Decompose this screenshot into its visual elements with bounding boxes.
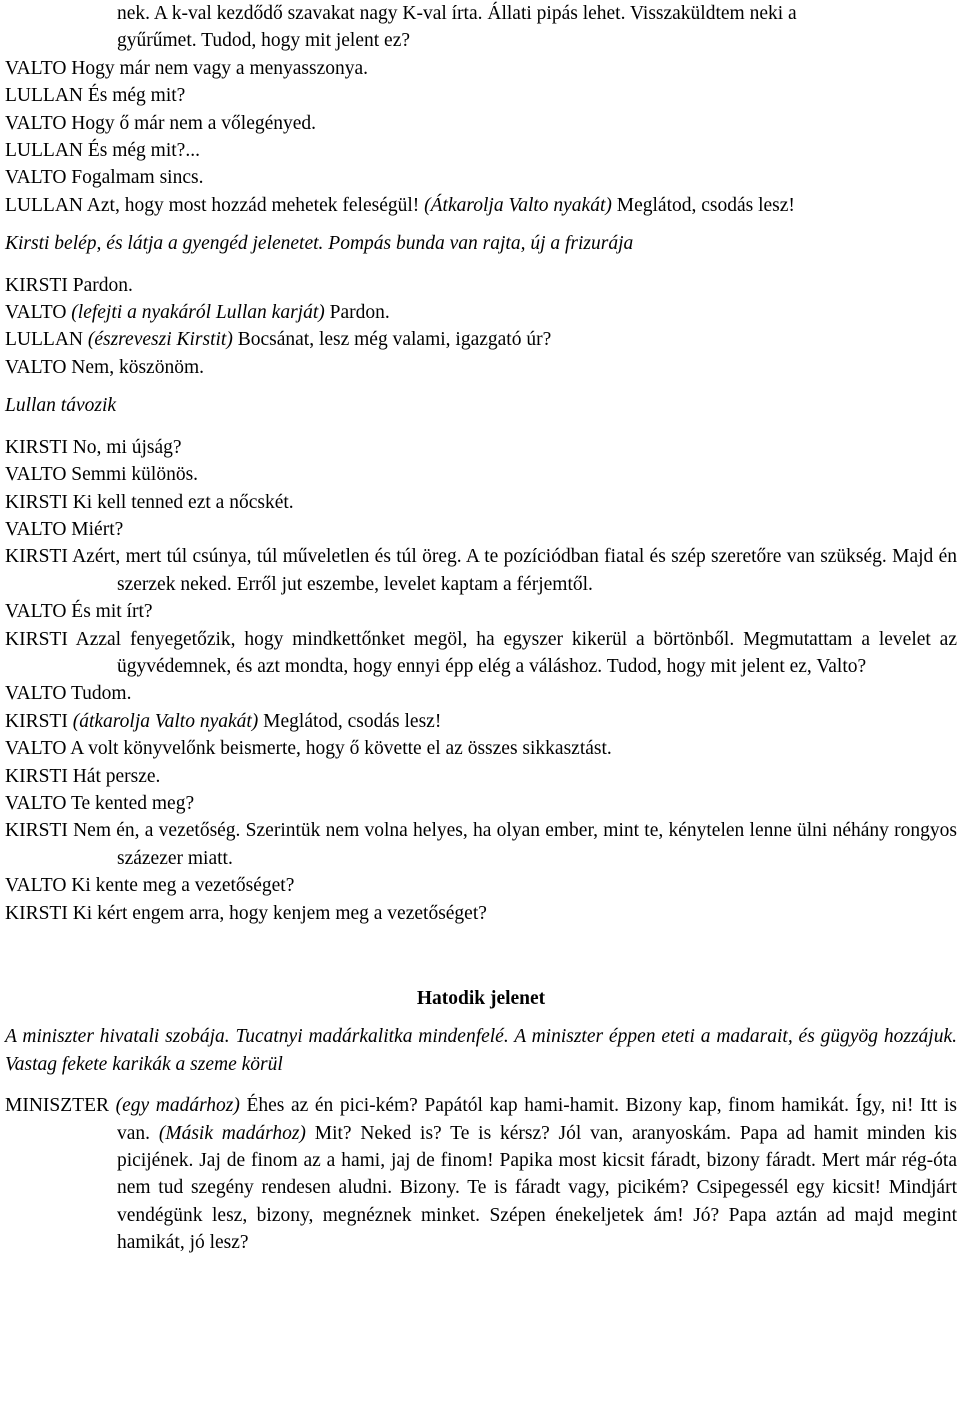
speaker-name: KIRSTI (5, 820, 68, 842)
speaker-name: VALTO (5, 792, 67, 814)
dialogue-line (5, 543, 957, 598)
dialogue-line (5, 461, 957, 488)
document-page (5, 0, 957, 1257)
dialogue-line (5, 790, 957, 817)
speaker-name: KIRSTI (5, 902, 68, 924)
stage-direction: (egy madárhoz) (109, 1095, 240, 1117)
stage-direction-block: Lullan távozik (5, 395, 117, 417)
dialogue-text: Azt, hogy most hozzád mehetek feleségül! (82, 194, 425, 216)
stage-direction: (lefejti a nyakáról Lullan karját) (66, 302, 325, 324)
dialogue-text: Éhes az én pici-kém? Papától kap hami-hamit. Bizony kap, finom hamikát. Így, ni! Itt is van. (117, 1095, 957, 1144)
speaker-name: VALTO (5, 683, 67, 705)
dialogue-line (5, 82, 957, 109)
dialogue-text: Nem én, a vezetőség. Szerintük nem volna helyes, ha olyan ember, mint te, kénytelen lenne ülni néhány rongyos százezer miatt. (67, 820, 957, 869)
stage-direction: (átkarolja Valto nyakát) (67, 710, 259, 732)
dialogue-text: Ki kente meg a vezetőséget? (66, 875, 295, 897)
dialogue-text: A volt könyvelőnk beismerte, hogy ő követte el az összes sikkasztást. (66, 738, 612, 760)
speaker-name: KIRSTI (5, 628, 68, 650)
dialogue-line (5, 900, 957, 927)
dialogue-text: Miért? (66, 518, 124, 540)
dialogue-line (5, 680, 957, 707)
dialogue-line (5, 872, 957, 899)
dialogue-text: Pardon. (324, 302, 390, 324)
dialogue-text: És még mit?... (82, 140, 200, 162)
speaker-name: KIRSTI (5, 546, 68, 568)
dialogue-line (5, 516, 957, 543)
dialogue-text: Hát persze. (67, 765, 161, 787)
dialogue-line (5, 272, 957, 299)
speaker-name: VALTO (5, 601, 67, 623)
dialogue-text: Nem, köszönöm. (66, 356, 204, 378)
dialogue-text: Ki kell tenned ezt a nőcskét. (67, 491, 294, 513)
dialogue-text: Te kented meg? (66, 792, 195, 814)
speaker-name: KIRSTI (5, 710, 68, 732)
dialogue-line (5, 598, 957, 625)
dialogue-line (5, 354, 957, 381)
dialogue-line (5, 489, 957, 516)
dialogue-continuation (5, 0, 957, 55)
stage-direction: (észreveszi Kirstit) (82, 329, 233, 351)
dialogue-line (5, 110, 957, 137)
speaker-name: KIRSTI (5, 765, 68, 787)
dialogue-line (5, 735, 957, 762)
dialogue-line (5, 192, 957, 219)
speaker-name: LULLAN (5, 194, 83, 216)
speaker-name: VALTO (5, 356, 67, 378)
stage-direction-block: A miniszter hivatali szobája. Tucatnyi madárkalitka mindenfelé. A miniszter éppen eteti a madarait, és gügyög hozzájuk. Vastag fekete karikák a szeme körül (5, 1026, 957, 1075)
dialogue-text: Tudom. (66, 683, 132, 705)
dialogue-text: Fogalmam sincs. (66, 167, 204, 189)
dialogue-text: Mit? Neked is? Te is kérsz? Jól van, aranyoskám. Papa ad hamit minden kis picijének. Jaj de finom az a hami, jaj de finom! Papika most kicsit fáradt, bizony fáradt. Mert már rég-óta nem tud szegény rendesen aludni. Bizony. Te is fáradt vagy, picikém? Csipegessél egy kicsit! Mindjárt vendégünk lesz, bizony, megnéznek minket. Szépen énekeljetek ám! Jó? Papa aztán ad majd megint hamikát, jó lesz? (117, 1122, 957, 1254)
text-line: gyűrűmet. Tudod, hogy mit jelent ez? (117, 30, 411, 52)
speaker-name: VALTO (5, 518, 67, 540)
scene-heading: Hatodik jelenet (416, 988, 546, 1009)
speaker-name: VALTO (5, 875, 67, 897)
dialogue-text: Azzal fenyegetőzik, hogy mindkettőnket megöl, ha egyszer kikerül a börtönből. Megmutattam a levelet az ügyvédemnek, és azt mondta, hogy ennyi épp elég a váláshoz. Tudod, hogy mit jelent ez, Valto? (67, 628, 957, 677)
speaker-name: LULLAN (5, 85, 83, 107)
stage-direction-block: Kirsti belép, és látja a gyengéd jelenetet. Pompás bunda van rajta, új a frizurája (5, 233, 634, 255)
speaker-name: VALTO (5, 302, 67, 324)
speaker-name: VALTO (5, 167, 67, 189)
dialogue-line (5, 708, 957, 735)
text-line: nek. A k-val kezdődő szavakat nagy K-val írta. Állati pipás lehet. Visszaküldtem neki a (117, 3, 797, 24)
dialogue-line (5, 55, 957, 82)
dialogue-text: Azért, mert túl csúnya, túl műveletlen és túl öreg. A te pozíciódban fiatal és szép szeretőre van szükség. Majd én szerzek neked. Erről jut eszembe, levelet kaptam a férjemtől. (67, 546, 957, 595)
dialogue-text: Bocsánat, lesz még valami, igazgató úr? (232, 329, 552, 351)
dialogue-text: Semmi különös. (66, 464, 199, 486)
speaker-name: LULLAN (5, 140, 83, 162)
dialogue-text: Hogy már nem vagy a menyasszonya. (66, 57, 369, 79)
speaker-name: MINISZTER (5, 1095, 109, 1117)
speaker-name: VALTO (5, 738, 67, 760)
dialogue-line (5, 1092, 957, 1256)
stage-direction: (Másik madárhoz) (158, 1122, 306, 1144)
dialogue-line (5, 434, 957, 461)
dialogue-text: Pardon. (67, 274, 133, 296)
dialogue-line (5, 164, 957, 191)
dialogue-line (5, 137, 957, 164)
dialogue-line (5, 299, 957, 326)
dialogue-text: Ki kért engem arra, hogy kenjem meg a vezetőséget? (67, 902, 487, 924)
dialogue-text: És mit írt? (66, 601, 153, 623)
speaker-name: KIRSTI (5, 436, 68, 458)
dialogue-line (5, 817, 957, 872)
dialogue-text: Hogy ő már nem a vőlegényed. (66, 112, 317, 134)
dialogue-text: Meglátod, csodás lesz! (258, 710, 442, 732)
dialogue-text: És még mit? (82, 85, 186, 107)
speaker-name: KIRSTI (5, 274, 68, 296)
dialogue-text: Meglátod, csodás lesz! (611, 194, 795, 216)
speaker-name: VALTO (5, 57, 67, 79)
speaker-name: LULLAN (5, 329, 83, 351)
speaker-name: VALTO (5, 464, 67, 486)
dialogue-line (5, 763, 957, 790)
dialogue-line (5, 626, 957, 681)
dialogue-line (5, 326, 957, 353)
speaker-name: KIRSTI (5, 491, 68, 513)
stage-direction: (Átkarolja Valto nyakát) (424, 194, 612, 216)
speaker-name: VALTO (5, 112, 67, 134)
dialogue-text: No, mi újság? (67, 436, 182, 458)
